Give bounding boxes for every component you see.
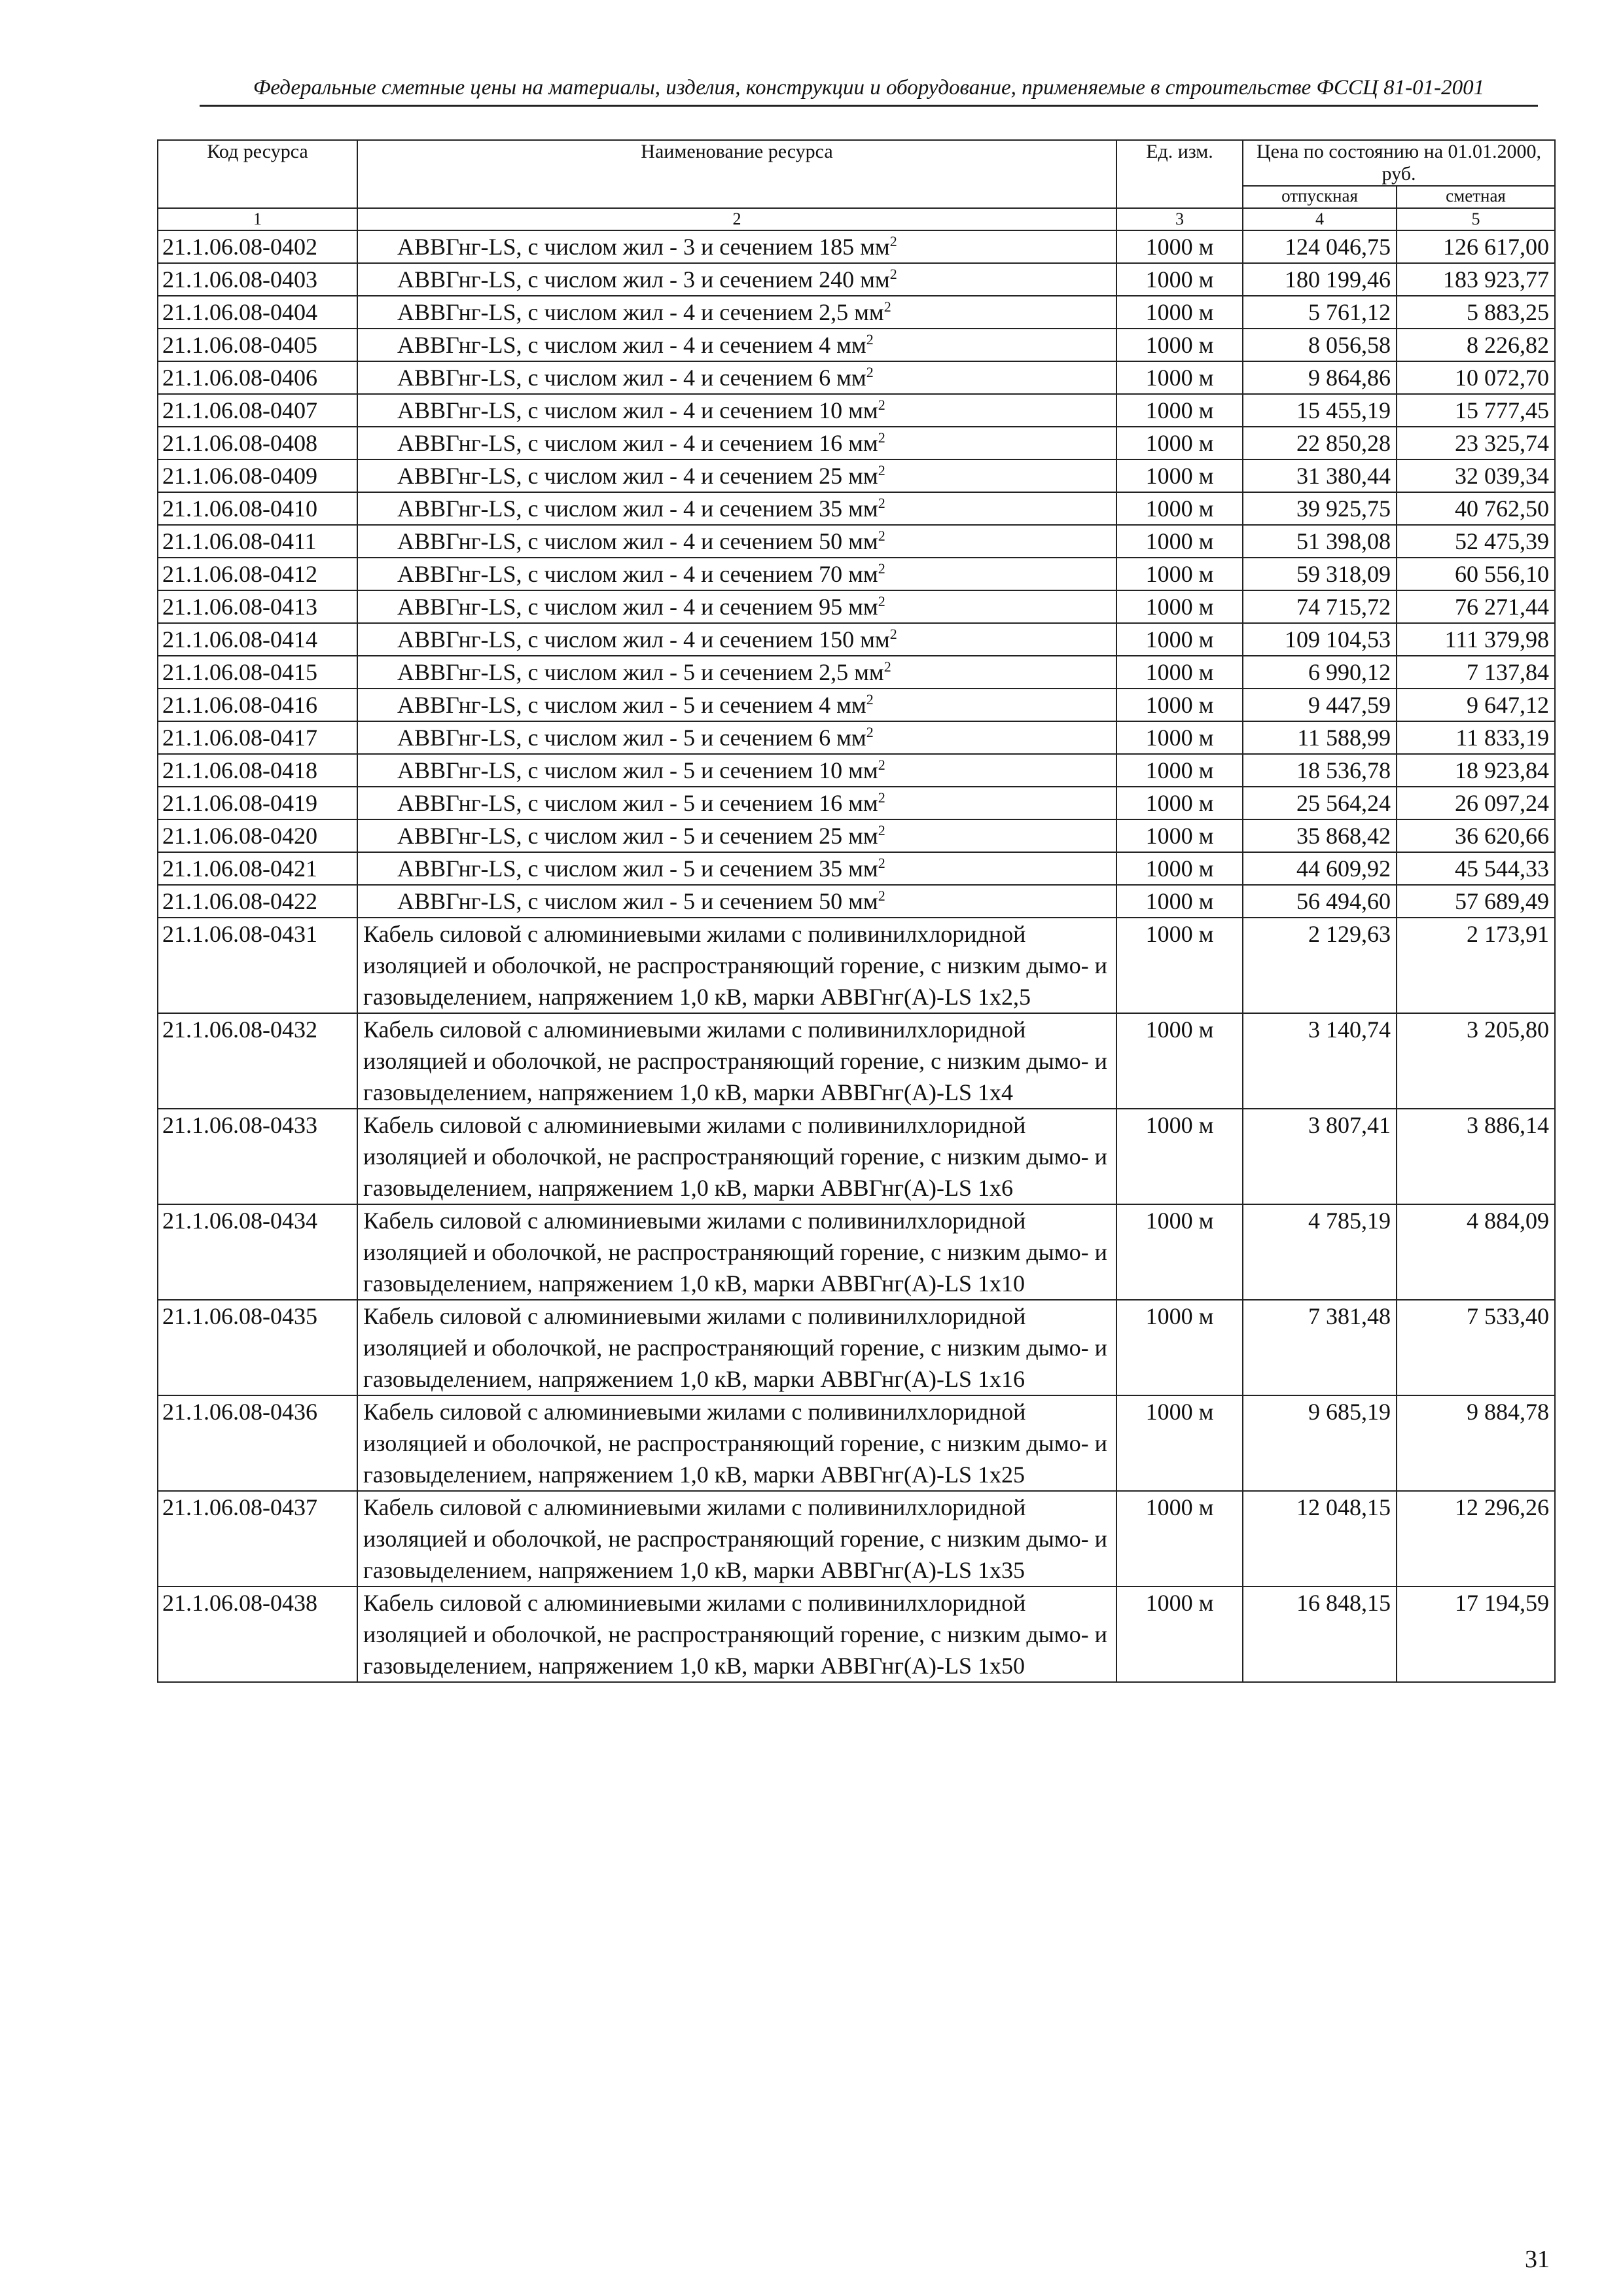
column-number: 3 bbox=[1116, 208, 1243, 230]
unit: 1000 м bbox=[1116, 1013, 1243, 1109]
table-row bbox=[158, 1109, 1555, 1204]
unit-superscript: 2 bbox=[878, 822, 885, 838]
release-price: 44 609,92 bbox=[1243, 852, 1397, 885]
unit-superscript: 2 bbox=[878, 888, 885, 904]
unit-superscript: 2 bbox=[883, 298, 891, 315]
unit-superscript: 2 bbox=[878, 757, 885, 773]
estimate-price: 23 325,74 bbox=[1397, 427, 1555, 459]
table-row bbox=[158, 558, 1555, 590]
short-rows-body bbox=[158, 230, 1555, 918]
resource-code: 21.1.06.08-0438 bbox=[158, 1587, 357, 1682]
unit: 1000 м bbox=[1116, 590, 1243, 623]
resource-name bbox=[357, 787, 1116, 819]
unit: 1000 м bbox=[1116, 1587, 1243, 1682]
unit-superscript: 2 bbox=[883, 658, 891, 675]
estimate-price: 126 617,00 bbox=[1397, 230, 1555, 263]
resource-code: 21.1.06.08-0416 bbox=[158, 689, 357, 721]
table-row bbox=[158, 656, 1555, 689]
resource-code: 21.1.06.08-0437 bbox=[158, 1491, 357, 1587]
table-row bbox=[158, 296, 1555, 329]
release-price: 9 685,19 bbox=[1243, 1395, 1397, 1491]
column-number: 1 bbox=[158, 208, 357, 230]
column-number: 2 bbox=[357, 208, 1116, 230]
table-row bbox=[158, 885, 1555, 918]
resource-name-text: АВВГнг-LS, с числом жил - 5 и сечением 50 мм bbox=[397, 888, 878, 914]
resource-code: 21.1.06.08-0405 bbox=[158, 329, 357, 361]
resource-name bbox=[357, 689, 1116, 721]
resource-name-text: АВВГнг-LS, с числом жил - 5 и сечением 16 мм bbox=[397, 790, 878, 816]
unit-superscript: 2 bbox=[878, 429, 885, 446]
estimate-price: 12 296,26 bbox=[1397, 1491, 1555, 1587]
release-price: 18 536,78 bbox=[1243, 754, 1397, 787]
release-price: 35 868,42 bbox=[1243, 819, 1397, 852]
resource-code: 21.1.06.08-0432 bbox=[158, 1013, 357, 1109]
table-row bbox=[158, 525, 1555, 558]
release-price: 7 381,48 bbox=[1243, 1300, 1397, 1395]
resource-name: Кабель силовой с алюминиевыми жилами с поливинилхлоридной изоляцией и оболочкой, не распространяющий горение, с низким дымо- и газовыделением, напряжением 1,0 кВ, марки АВВГнг(А)-LS 1x6 bbox=[357, 1109, 1116, 1204]
resource-name bbox=[357, 590, 1116, 623]
column-number-row bbox=[158, 208, 1555, 230]
resource-name bbox=[357, 558, 1116, 590]
table-row bbox=[158, 361, 1555, 394]
column-number: 5 bbox=[1397, 208, 1555, 230]
resource-name-text: АВВГнг-LS, с числом жил - 4 и сечением 35 мм bbox=[397, 495, 878, 522]
unit-superscript: 2 bbox=[878, 462, 885, 478]
resource-name-text: АВВГнг-LS, с числом жил - 4 и сечением 95 мм bbox=[397, 594, 878, 620]
unit: 1000 м bbox=[1116, 459, 1243, 492]
estimate-price: 60 556,10 bbox=[1397, 558, 1555, 590]
estimate-price: 40 762,50 bbox=[1397, 492, 1555, 525]
long-rows-body bbox=[158, 918, 1555, 1682]
unit: 1000 м bbox=[1116, 623, 1243, 656]
unit: 1000 м bbox=[1116, 525, 1243, 558]
release-price: 12 048,15 bbox=[1243, 1491, 1397, 1587]
resource-code: 21.1.06.08-0422 bbox=[158, 885, 357, 918]
resource-name: Кабель силовой с алюминиевыми жилами с поливинилхлоридной изоляцией и оболочкой, не распространяющий горение, с низким дымо- и газовыделением, напряжением 1,0 кВ, марки АВВГнг(А)-LS 1x10 bbox=[357, 1204, 1116, 1300]
resource-name-text: АВВГнг-LS, с числом жил - 4 и сечением 70 мм bbox=[397, 561, 878, 587]
release-price: 3 140,74 bbox=[1243, 1013, 1397, 1109]
unit-superscript: 2 bbox=[866, 331, 874, 348]
release-price: 5 761,12 bbox=[1243, 296, 1397, 329]
unit-superscript: 2 bbox=[878, 855, 885, 871]
unit: 1000 м bbox=[1116, 1300, 1243, 1395]
resource-code: 21.1.06.08-0431 bbox=[158, 918, 357, 1013]
table-row bbox=[158, 754, 1555, 787]
resource-code: 21.1.06.08-0419 bbox=[158, 787, 357, 819]
estimate-price: 32 039,34 bbox=[1397, 459, 1555, 492]
unit: 1000 м bbox=[1116, 1204, 1243, 1300]
resource-code: 21.1.06.08-0411 bbox=[158, 525, 357, 558]
table-row bbox=[158, 623, 1555, 656]
resource-name: Кабель силовой с алюминиевыми жилами с поливинилхлоридной изоляцией и оболочкой, не распространяющий горение, с низким дымо- и газовыделением, напряжением 1,0 кВ, марки АВВГнг(А)-LS 1x25 bbox=[357, 1395, 1116, 1491]
release-price: 56 494,60 bbox=[1243, 885, 1397, 918]
resource-code: 21.1.06.08-0406 bbox=[158, 361, 357, 394]
unit: 1000 м bbox=[1116, 427, 1243, 459]
resource-name: Кабель силовой с алюминиевыми жилами с поливинилхлоридной изоляцией и оболочкой, не распространяющий горение, с низким дымо- и газовыделением, напряжением 1,0 кВ, марки АВВГнг(А)-LS 1x16 bbox=[357, 1300, 1116, 1395]
unit: 1000 м bbox=[1116, 263, 1243, 296]
release-price: 11 588,99 bbox=[1243, 721, 1397, 754]
header-estimate-price: сметная bbox=[1397, 186, 1555, 208]
release-price: 39 925,75 bbox=[1243, 492, 1397, 525]
release-price: 8 056,58 bbox=[1243, 329, 1397, 361]
resource-code: 21.1.06.08-0407 bbox=[158, 394, 357, 427]
resource-name bbox=[357, 754, 1116, 787]
page-number: 31 bbox=[1525, 2246, 1550, 2273]
estimate-price: 76 271,44 bbox=[1397, 590, 1555, 623]
estimate-price: 7 533,40 bbox=[1397, 1300, 1555, 1395]
resource-name bbox=[357, 329, 1116, 361]
release-price: 22 850,28 bbox=[1243, 427, 1397, 459]
unit: 1000 м bbox=[1116, 656, 1243, 689]
unit: 1000 м bbox=[1116, 1395, 1243, 1491]
unit-superscript: 2 bbox=[889, 626, 897, 642]
resource-code: 21.1.06.08-0417 bbox=[158, 721, 357, 754]
resource-code: 21.1.06.08-0420 bbox=[158, 819, 357, 852]
estimate-price: 10 072,70 bbox=[1397, 361, 1555, 394]
release-price: 25 564,24 bbox=[1243, 787, 1397, 819]
resource-name bbox=[357, 656, 1116, 689]
estimate-price: 4 884,09 bbox=[1397, 1204, 1555, 1300]
resource-name: Кабель силовой с алюминиевыми жилами с поливинилхлоридной изоляцией и оболочкой, не распространяющий горение, с низким дымо- и газовыделением, напряжением 1,0 кВ, марки АВВГнг(А)-LS 1x2,5 bbox=[357, 918, 1116, 1013]
release-price: 180 199,46 bbox=[1243, 263, 1397, 296]
estimate-price: 17 194,59 bbox=[1397, 1587, 1555, 1682]
unit: 1000 м bbox=[1116, 721, 1243, 754]
resource-name-text: АВВГнг-LS, с числом жил - 4 и сечением 10 мм bbox=[397, 397, 878, 423]
unit-superscript: 2 bbox=[878, 593, 885, 609]
resource-name-text: АВВГнг-LS, с числом жил - 5 и сечением 6 мм bbox=[397, 725, 866, 751]
estimate-price: 18 923,84 bbox=[1397, 754, 1555, 787]
unit: 1000 м bbox=[1116, 329, 1243, 361]
unit-superscript: 2 bbox=[878, 789, 885, 806]
header-release-price: отпускная bbox=[1243, 186, 1397, 208]
unit-superscript: 2 bbox=[878, 397, 885, 413]
resource-name bbox=[357, 459, 1116, 492]
resource-name bbox=[357, 427, 1116, 459]
release-price: 51 398,08 bbox=[1243, 525, 1397, 558]
resource-name bbox=[357, 394, 1116, 427]
table-row bbox=[158, 1300, 1555, 1395]
resource-code: 21.1.06.08-0408 bbox=[158, 427, 357, 459]
estimate-price: 15 777,45 bbox=[1397, 394, 1555, 427]
unit: 1000 м bbox=[1116, 918, 1243, 1013]
estimate-price: 183 923,77 bbox=[1397, 263, 1555, 296]
unit-superscript: 2 bbox=[878, 560, 885, 577]
table-row bbox=[158, 918, 1555, 1013]
resource-name-text: АВВГнг-LS, с числом жил - 4 и сечением 50 мм bbox=[397, 528, 878, 554]
resource-code: 21.1.06.08-0409 bbox=[158, 459, 357, 492]
resource-name-text: АВВГнг-LS, с числом жил - 5 и сечением 35 мм bbox=[397, 855, 878, 882]
resource-name-text: АВВГнг-LS, с числом жил - 4 и сечением 150 мм bbox=[397, 626, 890, 653]
resource-name bbox=[357, 885, 1116, 918]
resource-name: Кабель силовой с алюминиевыми жилами с поливинилхлоридной изоляцией и оболочкой, не распространяющий горение, с низким дымо- и газовыделением, напряжением 1,0 кВ, марки АВВГнг(А)-LS 1x35 bbox=[357, 1491, 1116, 1587]
resource-name: Кабель силовой с алюминиевыми жилами с поливинилхлоридной изоляцией и оболочкой, не распространяющий горение, с низким дымо- и газовыделением, напряжением 1,0 кВ, марки АВВГнг(А)-LS 1x4 bbox=[357, 1013, 1116, 1109]
resource-name bbox=[357, 852, 1116, 885]
resource-code: 21.1.06.08-0410 bbox=[158, 492, 357, 525]
unit: 1000 м bbox=[1116, 885, 1243, 918]
release-price: 9 447,59 bbox=[1243, 689, 1397, 721]
unit: 1000 м bbox=[1116, 819, 1243, 852]
resource-code: 21.1.06.08-0434 bbox=[158, 1204, 357, 1300]
resource-name-text: АВВГнг-LS, с числом жил - 5 и сечением 10 мм bbox=[397, 757, 878, 783]
table-row bbox=[158, 427, 1555, 459]
estimate-price: 7 137,84 bbox=[1397, 656, 1555, 689]
release-price: 4 785,19 bbox=[1243, 1204, 1397, 1300]
release-price: 109 104,53 bbox=[1243, 623, 1397, 656]
resource-name-text: АВВГнг-LS, с числом жил - 3 и сечением 185 мм bbox=[397, 234, 890, 260]
resource-name bbox=[357, 721, 1116, 754]
resource-code: 21.1.06.08-0421 bbox=[158, 852, 357, 885]
release-price: 16 848,15 bbox=[1243, 1587, 1397, 1682]
resource-code: 21.1.06.08-0418 bbox=[158, 754, 357, 787]
resource-name-text: АВВГнг-LS, с числом жил - 4 и сечением 25 мм bbox=[397, 463, 878, 489]
resource-name bbox=[357, 263, 1116, 296]
release-price: 31 380,44 bbox=[1243, 459, 1397, 492]
price-table bbox=[157, 139, 1556, 1683]
resource-code: 21.1.06.08-0402 bbox=[158, 230, 357, 263]
unit: 1000 м bbox=[1116, 787, 1243, 819]
unit-superscript: 2 bbox=[866, 724, 874, 740]
unit: 1000 м bbox=[1116, 754, 1243, 787]
unit: 1000 м bbox=[1116, 558, 1243, 590]
resource-name: Кабель силовой с алюминиевыми жилами с поливинилхлоридной изоляцией и оболочкой, не распространяющий горение, с низким дымо- и газовыделением, напряжением 1,0 кВ, марки АВВГнг(А)-LS 1x50 bbox=[357, 1587, 1116, 1682]
unit: 1000 м bbox=[1116, 1109, 1243, 1204]
resource-name-text: АВВГнг-LS, с числом жил - 4 и сечением 6 мм bbox=[397, 365, 866, 391]
estimate-price: 45 544,33 bbox=[1397, 852, 1555, 885]
resource-code: 21.1.06.08-0415 bbox=[158, 656, 357, 689]
resource-name bbox=[357, 623, 1116, 656]
table-row bbox=[158, 1491, 1555, 1587]
header-code: Код ресурса bbox=[158, 140, 357, 208]
unit: 1000 м bbox=[1116, 1491, 1243, 1587]
estimate-price: 3 886,14 bbox=[1397, 1109, 1555, 1204]
release-price: 124 046,75 bbox=[1243, 230, 1397, 263]
estimate-price: 36 620,66 bbox=[1397, 819, 1555, 852]
table-row bbox=[158, 394, 1555, 427]
table-row bbox=[158, 263, 1555, 296]
resource-name bbox=[357, 296, 1116, 329]
resource-code: 21.1.06.08-0414 bbox=[158, 623, 357, 656]
column-number: 4 bbox=[1243, 208, 1397, 230]
table-row bbox=[158, 1013, 1555, 1109]
resource-code: 21.1.06.08-0433 bbox=[158, 1109, 357, 1204]
resource-code: 21.1.06.08-0403 bbox=[158, 263, 357, 296]
table-row bbox=[158, 459, 1555, 492]
resource-name bbox=[357, 361, 1116, 394]
resource-name-text: АВВГнг-LS, с числом жил - 4 и сечением 2,5 мм bbox=[397, 299, 884, 325]
table-row bbox=[158, 852, 1555, 885]
table-row bbox=[158, 329, 1555, 361]
resource-code: 21.1.06.08-0412 bbox=[158, 558, 357, 590]
header-name: Наименование ресурса bbox=[357, 140, 1116, 208]
estimate-price: 26 097,24 bbox=[1397, 787, 1555, 819]
running-header: Федеральные сметные цены на материалы, изделия, конструкции и оборудование, применяемые в строительстве ФССЦ 81-01-2001 bbox=[200, 76, 1538, 107]
estimate-price: 11 833,19 bbox=[1397, 721, 1555, 754]
unit-superscript: 2 bbox=[866, 364, 874, 380]
estimate-price: 3 205,80 bbox=[1397, 1013, 1555, 1109]
estimate-price: 8 226,82 bbox=[1397, 329, 1555, 361]
estimate-price: 2 173,91 bbox=[1397, 918, 1555, 1013]
resource-name bbox=[357, 525, 1116, 558]
table-row bbox=[158, 590, 1555, 623]
release-price: 74 715,72 bbox=[1243, 590, 1397, 623]
unit: 1000 м bbox=[1116, 296, 1243, 329]
header-price-group: Цена по состоянию на 01.01.2000, руб. bbox=[1243, 140, 1555, 186]
unit: 1000 м bbox=[1116, 852, 1243, 885]
estimate-price: 111 379,98 bbox=[1397, 623, 1555, 656]
estimate-price: 57 689,49 bbox=[1397, 885, 1555, 918]
release-price: 15 455,19 bbox=[1243, 394, 1397, 427]
table-row bbox=[158, 787, 1555, 819]
resource-code: 21.1.06.08-0413 bbox=[158, 590, 357, 623]
estimate-price: 9 884,78 bbox=[1397, 1395, 1555, 1491]
resource-name-text: АВВГнг-LS, с числом жил - 4 и сечением 16 мм bbox=[397, 430, 878, 456]
unit: 1000 м bbox=[1116, 689, 1243, 721]
unit: 1000 м bbox=[1116, 492, 1243, 525]
estimate-price: 9 647,12 bbox=[1397, 689, 1555, 721]
unit-superscript: 2 bbox=[889, 266, 897, 282]
table-row bbox=[158, 721, 1555, 754]
resource-name-text: АВВГнг-LS, с числом жил - 4 и сечением 4 мм bbox=[397, 332, 866, 358]
table-row bbox=[158, 1395, 1555, 1491]
resource-name bbox=[357, 819, 1116, 852]
resource-name bbox=[357, 230, 1116, 263]
table-row bbox=[158, 819, 1555, 852]
resource-name bbox=[357, 492, 1116, 525]
release-price: 3 807,41 bbox=[1243, 1109, 1397, 1204]
unit: 1000 м bbox=[1116, 230, 1243, 263]
estimate-price: 52 475,39 bbox=[1397, 525, 1555, 558]
unit: 1000 м bbox=[1116, 361, 1243, 394]
table-row bbox=[158, 689, 1555, 721]
table-row bbox=[158, 492, 1555, 525]
unit-superscript: 2 bbox=[878, 528, 885, 544]
resource-code: 21.1.06.08-0436 bbox=[158, 1395, 357, 1491]
release-price: 9 864,86 bbox=[1243, 361, 1397, 394]
header-unit: Ед. изм. bbox=[1116, 140, 1243, 208]
unit-superscript: 2 bbox=[889, 233, 897, 249]
estimate-price: 5 883,25 bbox=[1397, 296, 1555, 329]
unit-superscript: 2 bbox=[866, 691, 874, 708]
table-row bbox=[158, 230, 1555, 263]
release-price: 6 990,12 bbox=[1243, 656, 1397, 689]
resource-name-text: АВВГнг-LS, с числом жил - 5 и сечением 2,5 мм bbox=[397, 659, 884, 685]
unit: 1000 м bbox=[1116, 394, 1243, 427]
table-row bbox=[158, 1587, 1555, 1682]
resource-code: 21.1.06.08-0404 bbox=[158, 296, 357, 329]
resource-code: 21.1.06.08-0435 bbox=[158, 1300, 357, 1395]
release-price: 59 318,09 bbox=[1243, 558, 1397, 590]
table-row bbox=[158, 1204, 1555, 1300]
resource-name-text: АВВГнг-LS, с числом жил - 3 и сечением 240 мм bbox=[397, 266, 890, 293]
resource-name-text: АВВГнг-LS, с числом жил - 5 и сечением 4 мм bbox=[397, 692, 866, 718]
resource-name-text: АВВГнг-LS, с числом жил - 5 и сечением 25 мм bbox=[397, 823, 878, 849]
release-price: 2 129,63 bbox=[1243, 918, 1397, 1013]
unit-superscript: 2 bbox=[878, 495, 885, 511]
